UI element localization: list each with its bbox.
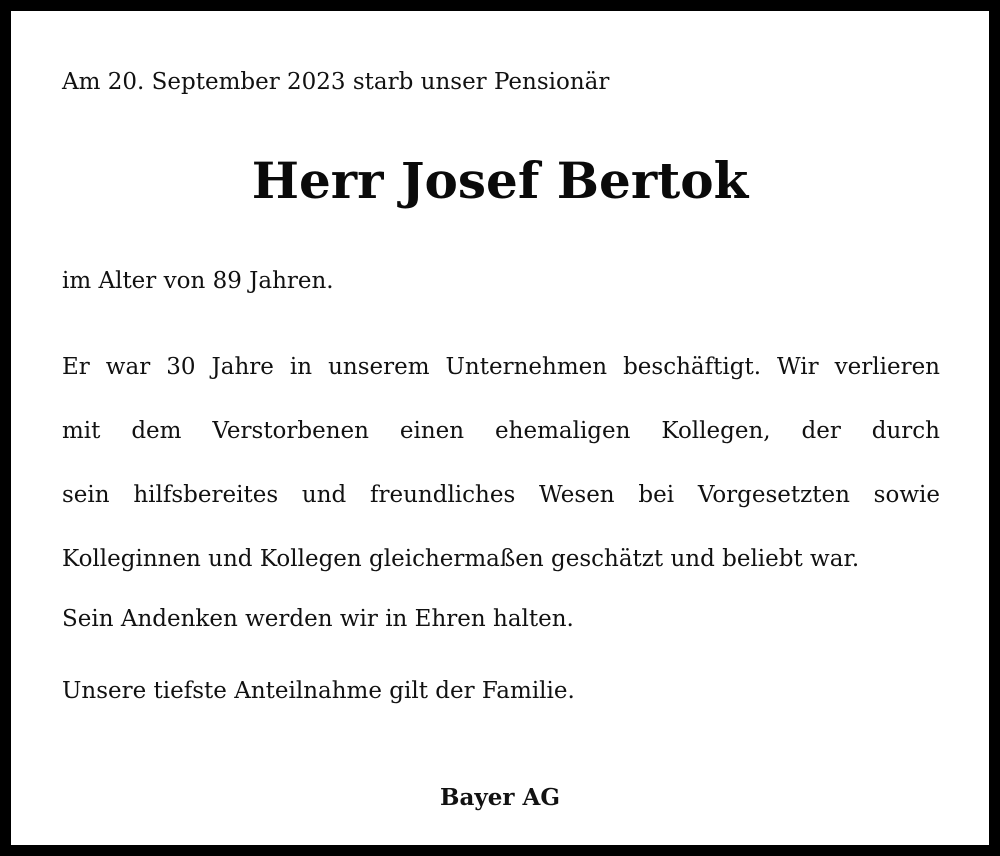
tribute-line: Kolleginnen und Kollegen gleichermaßen geschätzt und beliebt war.	[62, 546, 860, 572]
company-signature: Bayer AG	[440, 784, 560, 811]
condolence-text: Unsere tiefste Anteilnahme gilt der Familie.	[62, 678, 575, 704]
tribute-line: sein hilfsbereites und freundliches Wesen bei Vorgesetzten sowie	[62, 482, 940, 508]
tribute-paragraph	[62, 335, 940, 591]
tribute-line: Er war 30 Jahre in unserem Unternehmen beschäftigt. Wir verlieren	[62, 354, 940, 380]
tribute-line: mit dem Verstorbenen einen ehemaligen Kollegen, der durch	[62, 418, 940, 444]
age-text: im Alter von 89 Jahren.	[62, 268, 334, 294]
deceased-name: Herr Josef Bertok	[251, 151, 749, 210]
remembrance-text: Sein Andenken werden wir in Ehren halten.	[62, 606, 574, 632]
intro-text: Am 20. September 2023 starb unser Pensionär	[62, 69, 610, 95]
